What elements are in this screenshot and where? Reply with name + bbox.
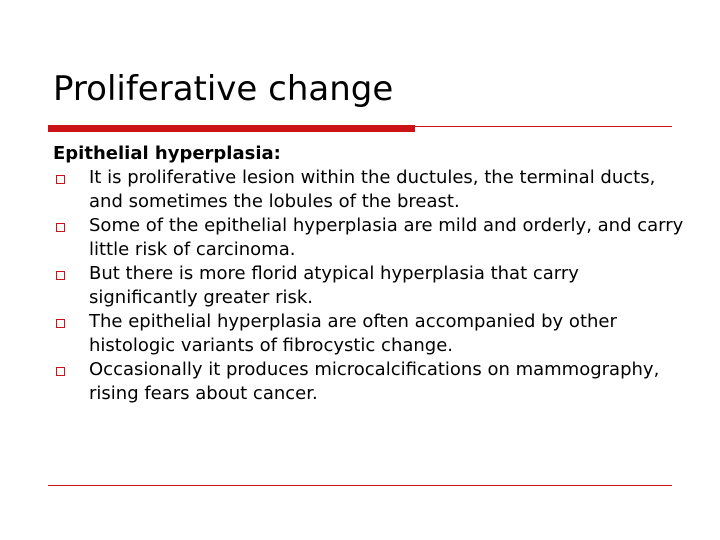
bullet-text: It is proliferative lesion within the ductules, the terminal ducts, and sometimes the lobules of the breast. bbox=[89, 167, 656, 212]
hollow-square-bullet-icon bbox=[56, 367, 65, 376]
section-heading: Epithelial hyperplasia: bbox=[53, 143, 281, 164]
hollow-square-bullet-icon bbox=[56, 223, 65, 232]
hollow-square-bullet-icon bbox=[56, 319, 65, 328]
bullet-item bbox=[53, 166, 693, 214]
hollow-square-bullet-icon bbox=[56, 175, 65, 184]
bullet-item bbox=[53, 214, 693, 262]
bullet-list bbox=[53, 166, 693, 406]
hollow-square-bullet-icon bbox=[56, 271, 65, 280]
slide-content bbox=[53, 142, 693, 406]
bullet-item bbox=[53, 310, 693, 358]
bullet-text: The epithelial hyperplasia are often accompanied by other histologic variants of fibrocystic change. bbox=[89, 311, 617, 356]
footer-divider bbox=[48, 485, 672, 486]
bullet-text: Some of the epithelial hyperplasia are mild and orderly, and carry little risk of carcinoma. bbox=[89, 215, 684, 260]
slide-title: Proliferative change bbox=[53, 69, 394, 109]
title-divider bbox=[48, 125, 672, 134]
title-divider-thick bbox=[48, 125, 415, 132]
title-divider-thin bbox=[415, 126, 672, 127]
bullet-item bbox=[53, 262, 693, 310]
bullet-text: But there is more florid atypical hyperplasia that carry significantly greater risk. bbox=[89, 263, 579, 308]
bullet-item bbox=[53, 358, 693, 406]
bullet-text: Occasionally it produces microcalcifications on mammography, rising fears about cancer. bbox=[89, 359, 660, 404]
